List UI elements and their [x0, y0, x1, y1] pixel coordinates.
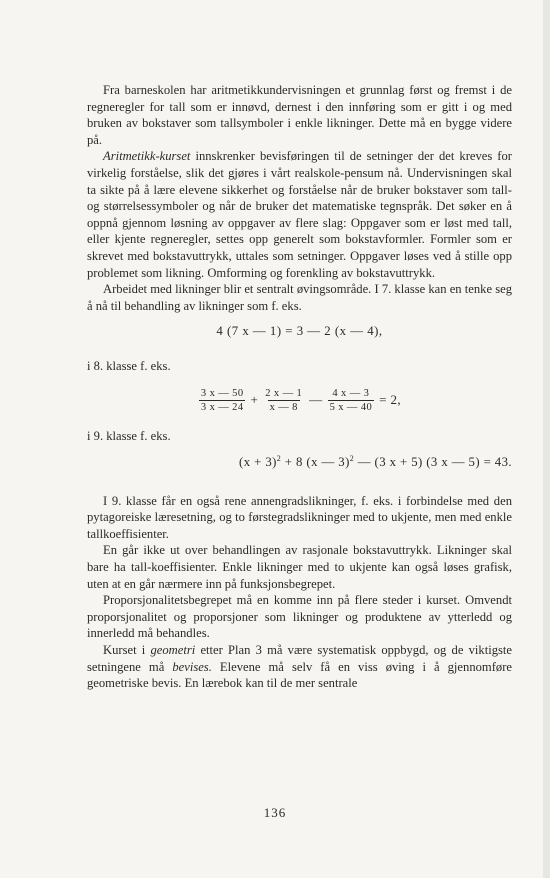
- page-number: 136: [263, 805, 287, 820]
- body-text: [87, 82, 512, 692]
- paragraph: i 8. klasse f. eks.: [87, 358, 171, 373]
- eq-part: + 8 (x — 3): [281, 455, 350, 470]
- paragraph: En går ikke ut over behandlingen av rasjonale bokstavuttrykk. Likninger skal bare ha tall-koeffisienter. Enkle likninger med to ukjente kan også løses grafisk, uten at en går nærmere inn på funksjonsbegrepet.: [87, 543, 512, 591]
- paragraph-text: etter Plan 3 må være systematisk oppbygd, og de viktigste setningene må: [87, 643, 512, 674]
- paragraph: [87, 148, 512, 281]
- operator: +: [250, 391, 259, 407]
- paragraph: i 9. klasse f. eks.: [87, 428, 171, 443]
- paragraph: Arbeidet med likninger blir et sentralt øvingsområde. I 7. klasse kan en tenke seg å nå til behandling av likninger som f. eks.: [87, 282, 512, 313]
- equation-1: 4 (7 x — 1) = 3 — 2 (x — 4),: [216, 324, 383, 339]
- paragraph-text: innskrenker bevisføringen til de setninger der det kreves for virkelig forståelse, slik det gjøres i vårt realskole-pensum nå. Undervisningen skal ta sikte på å lære elevene sikkerhet og forståelse når de bruker bokstaver som tall- og størrelsessymboler og når de bruker det matematiske tegnspråk. Det søker en å oppnå gjennom løsning av oppgaver av flere slag: Oppgaver som er løst med tall, eller kjente regneregler, settes opp generelt som bokstavformler. Formler som er skrevet med bokstavuttrykk, uttales som setninger. Oppgaver løses ved å stille opp problemet som likning. Omforming og forenkling av bokstavuttrykk.: [87, 149, 512, 280]
- eq-part: — (3 x + 5) (3 x — 5) = 43.: [354, 455, 512, 470]
- paragraph-text: Kurset i: [103, 643, 151, 658]
- italic-term: bevises.: [172, 659, 212, 674]
- paragraph: [87, 642, 512, 692]
- italic-term: Aritmetikk-kurset: [103, 149, 191, 164]
- exponent: 2: [276, 454, 282, 464]
- denominator: 5 x — 40: [329, 401, 373, 413]
- numerator: 2 x — 1: [265, 387, 303, 399]
- operator: —: [309, 391, 323, 407]
- denominator: x — 8: [269, 401, 298, 413]
- page-edge: [543, 0, 550, 878]
- italic-term: geometri: [150, 643, 196, 658]
- numerator: 3 x — 50: [200, 387, 244, 399]
- paragraph: Proporsjonalitetsbegrepet må en komme inn på flere steder i kurset. Omvendt proporsjonalitet og proporsjoner som likninger og produktene av ytterledd og innerledd må behandles.: [87, 593, 512, 641]
- fraction: [263, 387, 304, 414]
- equation-3: [87, 454, 512, 471]
- numerator: 4 x — 3: [332, 387, 370, 399]
- operator: = 2,: [379, 391, 402, 407]
- eq-part: (x + 3): [239, 455, 277, 470]
- paragraph-text: Elevene må selv få en viss øving i å gjennomføre geometriske bevis. En lærebok kan til de mer sentrale: [87, 659, 512, 691]
- exponent: 2: [349, 454, 355, 464]
- fraction: [328, 387, 375, 414]
- paragraph: I 9. klasse får en også rene annengradslikninger, f. eks. i forbindelse med den pytagoreiske læresetning, og to førstegradslikninger med to ukjente, men med enkle tallkoeffisienter.: [87, 493, 512, 541]
- paragraph: Fra barneskolen har aritmetikkundervisningen et grunnlag først og fremst i de regneregler for tall som er innøvd, dernest i den innføring som er gitt i og med bruken av bokstaver som tallsymboler i enkle likninger. Dette må en bygge videre på.: [87, 83, 512, 147]
- equation-2: [87, 387, 512, 414]
- fraction: [199, 387, 246, 414]
- denominator: 3 x — 24: [200, 401, 244, 413]
